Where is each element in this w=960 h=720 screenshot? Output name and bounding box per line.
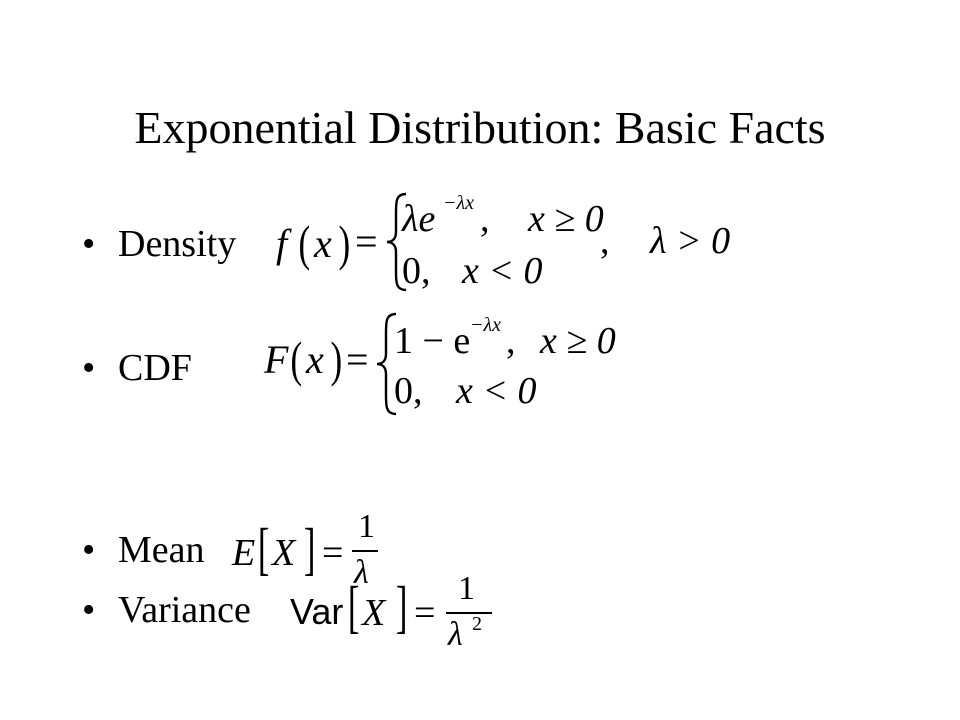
- variance-lbracket: [: [347, 574, 360, 639]
- density-param-cond: λ > 0: [650, 220, 731, 262]
- variance-denominator: λ: [448, 616, 463, 653]
- variance-operator: Var: [290, 591, 344, 632]
- cdf-lhs-x: x: [306, 337, 324, 382]
- bullet-cdf: [82, 346, 192, 390]
- density-case1-cond: x ≥ 0: [528, 198, 604, 240]
- bullet-marker: •: [82, 347, 96, 389]
- cdf-case1-cond: x ≥ 0: [540, 320, 616, 362]
- mean-lbracket: [: [257, 516, 270, 581]
- variance-variable: X: [362, 592, 386, 634]
- bullet-label-cdf: CDF: [118, 347, 192, 389]
- bullet-density: [82, 222, 236, 266]
- density-lhs-x: x: [314, 221, 332, 266]
- bullet-label-mean: Mean: [118, 529, 205, 571]
- mean-denominator: λ: [354, 554, 369, 591]
- density-lhs-rparen: ): [338, 215, 351, 271]
- density-case2-cond: x < 0: [462, 250, 543, 292]
- cdf-case2-value: 0,: [394, 370, 423, 412]
- density-case1-exp: −λx: [443, 192, 475, 214]
- cdf-case1-comma: ,: [506, 320, 516, 362]
- bullet-mean: [82, 528, 205, 572]
- cdf-lhs-rparen: ): [330, 331, 343, 387]
- density-case2-value: 0,: [402, 250, 431, 292]
- bullet-variance: [82, 588, 251, 632]
- density-lhs-lparen: (: [298, 215, 311, 271]
- variance-fraction-bar: [446, 612, 492, 614]
- mean-operator: E: [232, 532, 256, 574]
- density-case1-coef: λe: [402, 198, 436, 240]
- variance-denominator-exponent: 2: [472, 613, 482, 635]
- bullet-marker: •: [82, 529, 96, 571]
- cdf-equals: =: [346, 337, 369, 382]
- cdf-case2-cond: x < 0: [456, 370, 537, 412]
- cdf-lhs-lparen: (: [290, 331, 303, 387]
- mean-numerator: 1: [358, 508, 375, 545]
- mean-fraction-bar: [352, 550, 378, 552]
- variance-numerator: 1: [458, 570, 475, 607]
- density-trailing-comma: ,: [600, 220, 610, 262]
- variance-equals: =: [414, 592, 436, 634]
- bullet-label-variance: Variance: [118, 589, 251, 631]
- mean-equals: =: [322, 532, 344, 574]
- cdf-lhs-f: F: [264, 337, 289, 382]
- cdf-case1-coef: 1 − e: [394, 320, 471, 362]
- bullet-marker: •: [82, 589, 96, 631]
- mean-rbracket: ]: [303, 516, 316, 581]
- bullet-marker: •: [82, 223, 96, 265]
- mean-variable: X: [272, 532, 296, 574]
- variance-rbracket: ]: [395, 574, 408, 639]
- density-equals: =: [355, 219, 378, 264]
- density-lhs-f: f: [276, 221, 288, 266]
- cdf-case1-exp: −λx: [470, 314, 502, 336]
- slide-title: Exponential Distribution: Basic Facts: [134, 102, 826, 153]
- bullet-label-density: Density: [118, 223, 237, 265]
- density-case1-comma: ,: [480, 198, 490, 240]
